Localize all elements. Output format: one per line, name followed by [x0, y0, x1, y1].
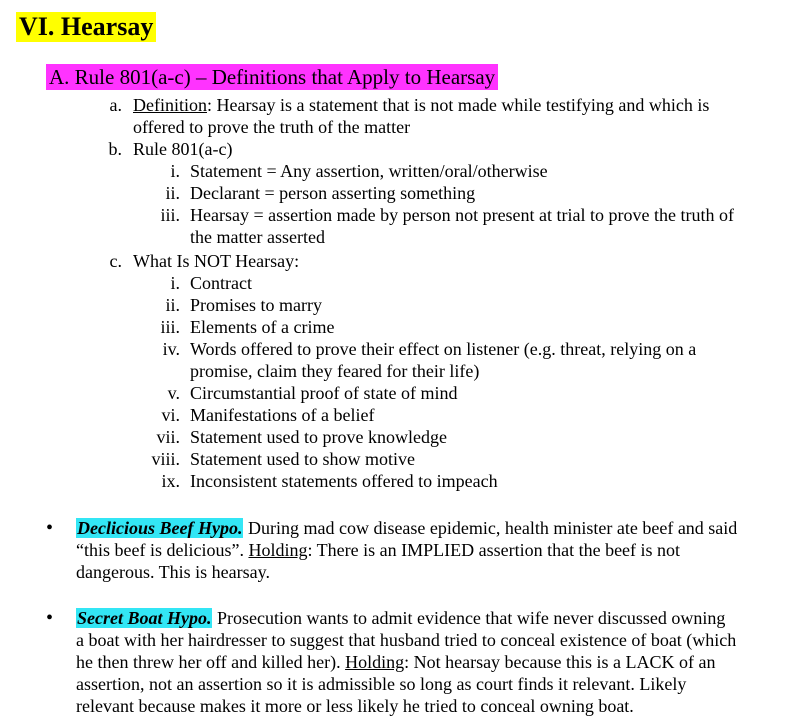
item-b-iii-line-2: the matter asserted	[190, 227, 325, 247]
holding-label: Holding	[345, 652, 405, 672]
item-c-viii-text: Statement used to show motive	[190, 449, 415, 469]
item-a-marker: a.	[109, 95, 122, 115]
item-b-ii-text: Declarant = person asserting something	[190, 183, 476, 203]
item-b-i-marker: i.	[170, 161, 180, 181]
item-c-ii-marker: ii.	[165, 295, 180, 315]
holding-label: Holding	[248, 540, 308, 560]
item-c-viii-marker: viii.	[151, 449, 180, 469]
item-b-text: Rule 801(a-c)	[133, 139, 233, 159]
item-c-iv-line-2: promise, claim they feared for their life)	[190, 361, 480, 381]
item-b-iii-marker: iii.	[160, 205, 180, 225]
item-c-vi-text: Manifestations of a belief	[190, 405, 375, 425]
item-c-vii-text: Statement used to prove knowledge	[190, 427, 447, 447]
subsection-title: A. Rule 801(a-c) – Definitions that Apply to Hearsay	[46, 64, 498, 90]
item-c-v-text: Circumstantial proof of state of mind	[190, 383, 458, 403]
item-c-iii-text: Elements of a crime	[190, 317, 335, 337]
boat-hypo-line-2: a boat with her hairdresser to suggest that husband tried to conceal existence of boat (which	[76, 630, 737, 650]
beef-hypo-title: Declicious Beef Hypo.	[77, 518, 243, 538]
boat-hypo-title: Secret Boat Hypo.	[77, 608, 212, 628]
item-a-line-2: offered to prove the truth of the matter	[133, 117, 411, 137]
item-c-ix-text: Inconsistent statements offered to impeach	[190, 471, 498, 491]
item-c-vii-marker: vii.	[156, 427, 180, 447]
beef-hypo-line-3: dangerous. This is hearsay.	[76, 562, 270, 582]
section-title: VI. Hearsay	[16, 12, 156, 42]
item-c-ix-marker: ix.	[161, 471, 180, 491]
item-c-text: What Is NOT Hearsay:	[133, 251, 300, 271]
item-c-i-marker: i.	[170, 273, 180, 293]
boat-hypo-line-4: assertion, not an assertion so it is admissible so long as court finds it relevant. Likely	[76, 674, 687, 694]
beef-hypo-line-2: “this beef is delicious”. Holding: There is an IMPLIED assertion that the beef is not	[76, 540, 681, 560]
item-c-marker: c.	[109, 251, 122, 271]
boat-hypo-line-3: he then threw her off and killed her). Holding: Not hearsay because this is a LACK of an	[76, 652, 716, 672]
beef-hypo-line-1: Declicious Beef Hypo. During mad cow disease epidemic, health minister ate beef and said	[77, 518, 738, 538]
item-c-v-marker: v.	[167, 383, 180, 403]
boat-hypo-line-1: Secret Boat Hypo. Prosecution wants to admit evidence that wife never discussed owning	[77, 608, 726, 628]
bullet-icon: •	[46, 607, 54, 629]
item-a-line-1: Definition: Hearsay is a statement that is not made while testifying and which is	[133, 95, 710, 115]
item-b-ii-marker: ii.	[165, 183, 180, 203]
item-c-iii-marker: iii.	[160, 317, 180, 337]
item-c-iv-line-1: Words offered to prove their effect on listener (e.g. threat, relying on a	[190, 339, 697, 359]
item-c-ii-text: Promises to marry	[190, 295, 322, 315]
item-b-marker: b.	[108, 139, 122, 159]
item-c-i-text: Contract	[190, 273, 252, 293]
boat-hypo-line-5: relevant because makes it more or less likely he tried to conceal owning boat.	[76, 696, 634, 716]
item-b-i-text: Statement = Any assertion, written/oral/otherwise	[190, 161, 548, 181]
definition-term: Definition	[133, 95, 207, 115]
item-c-iv-marker: iv.	[162, 339, 180, 359]
item-b-iii-line-1: Hearsay = assertion made by person not present at trial to prove the truth of	[190, 205, 734, 225]
bullet-icon: •	[46, 517, 54, 539]
item-c-vi-marker: vi.	[161, 405, 180, 425]
